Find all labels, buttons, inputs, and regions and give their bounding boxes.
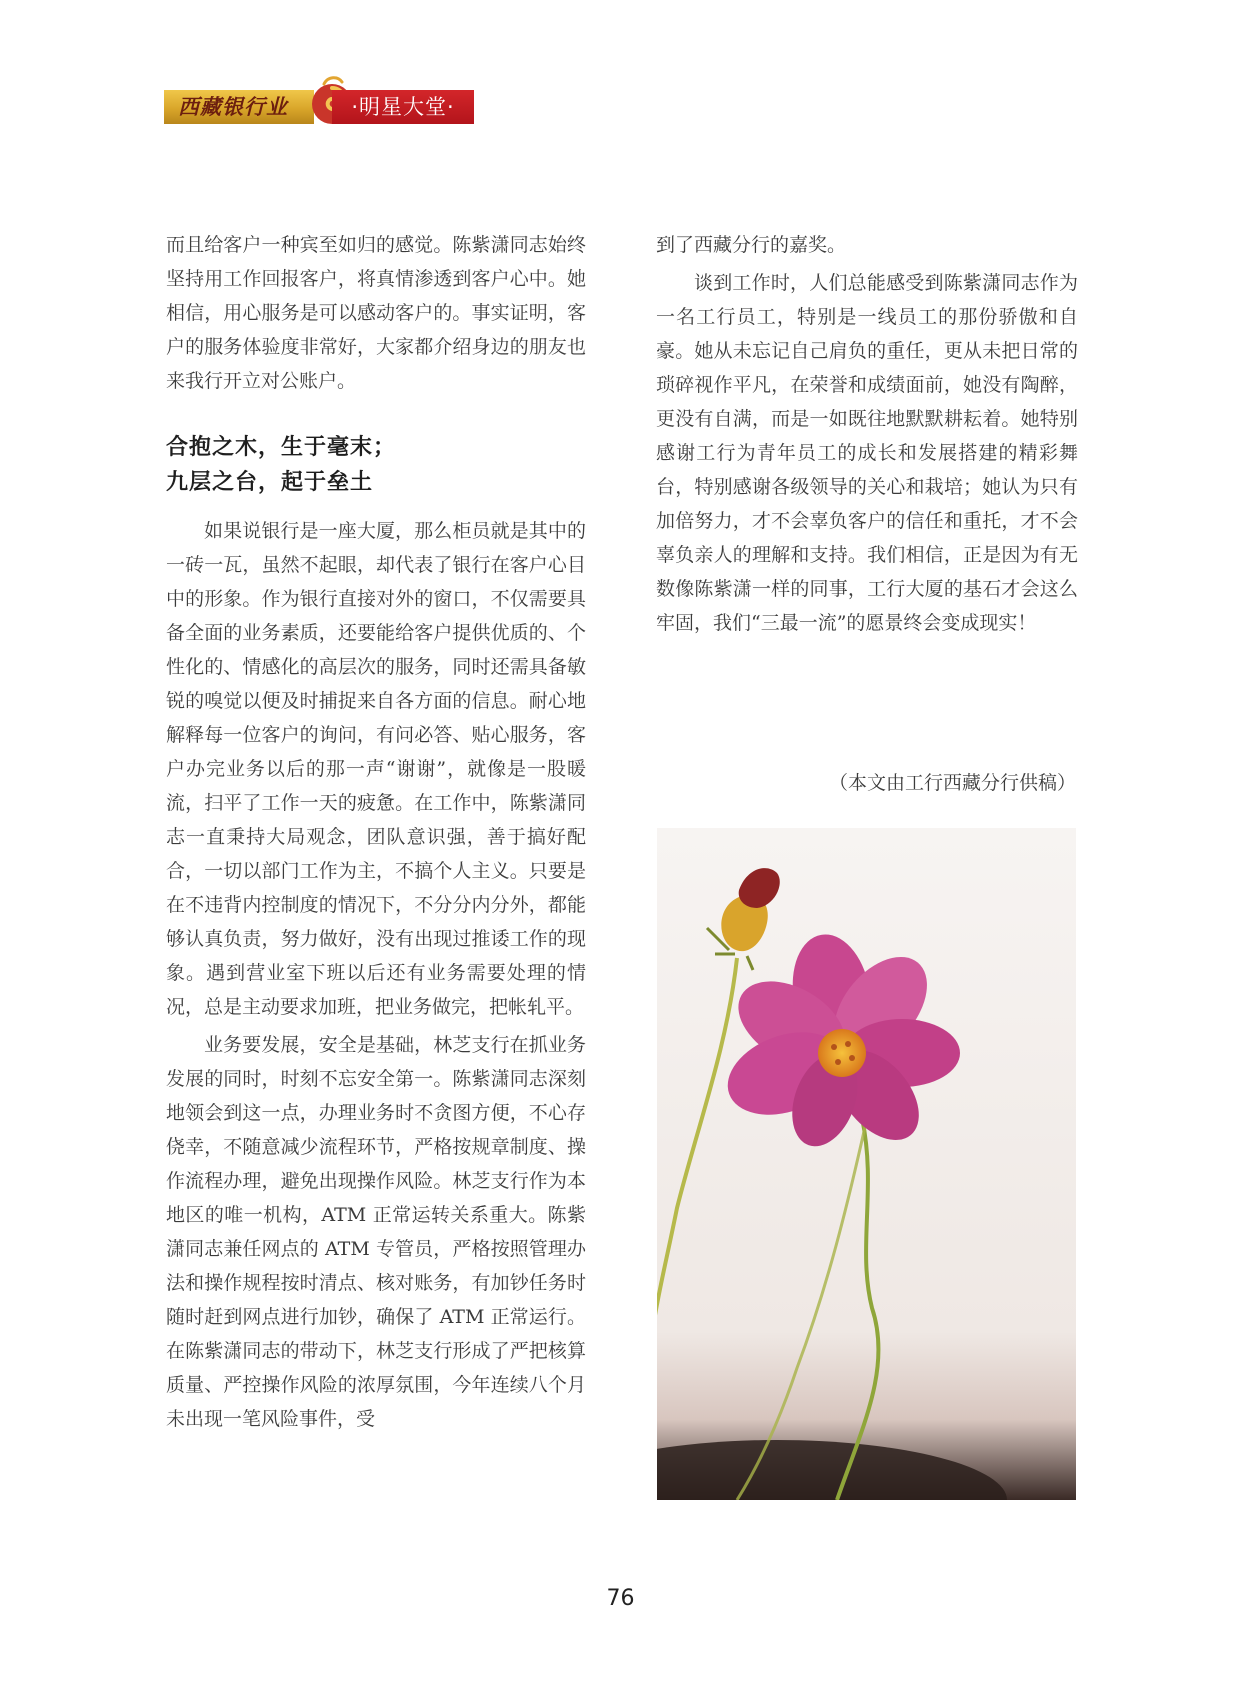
left-column: [166, 228, 586, 1440]
right-column: [656, 228, 1078, 644]
cosmos-flower-image: [657, 828, 1076, 1500]
article-credit: （本文由工行西藏分行供稿）: [828, 772, 1076, 794]
brand-banner: 西藏银行业: [164, 90, 314, 124]
paragraph: 谈到工作时，人们总能感受到陈紫潇同志作为一名工行员工，特别是一线员工的那份骄傲和自豪。她从未忘记自己肩负的重任，更从未把日常的琐碎视作平凡，在荣誉和成绩面前，她没有陶醉，更没有自满，而是一如既往地默默耕耘着。她特别感谢工行为青年员工的成长和发展搭建的精彩舞台，特别感谢各级领导的关心和栽培；她认为只有加倍努力，才不会辜负客户的信任和重托，才不会辜负亲人的理解和支持。我们相信，正是因为有无数像陈紫潇一样的同事，工行大厦的基石才会这么牢固，我们“三最一流”的愿景终会变成现实！: [656, 272, 1078, 634]
page-number: 76: [606, 1586, 635, 1611]
section-header: [164, 72, 474, 124]
paragraph: 业务要发展，安全是基础，林芝支行在抓业务发展的同时，时刻不忘安全第一。陈紫潇同志深刻地领会到这一点，办理业务时不贪图方便，不心存侥幸，不随意减少流程环节，严格按规章制度、操作流程办理，避免出现操作风险。林芝支行作为本地区的唯一机构，ATM 正常运转关系重大。陈紫潇同志兼任网点的 ATM 专管员，严格按照管理办法和操作规程按时清点、核对账务，有加钞任务时随时赶到网点进行加钞，确保了 ATM 正常运行。在陈紫潇同志的带动下，林芝支行形成了严把核算质量、严控操作风险的浓厚氛围，今年连续八个月未出现一笔风险事件，受: [166, 1034, 586, 1430]
paragraph: 到了西藏分行的嘉奖。: [656, 234, 847, 256]
subheading: [166, 430, 586, 500]
section-tag: ·明星大堂·: [332, 90, 474, 124]
paragraph: 如果说银行是一座大厦，那么柜员就是其中的一砖一瓦，虽然不起眼，却代表了银行在客户心目中的形象。作为银行直接对外的窗口，不仅需要具备全面的业务素质，还要能给客户提供优质的、个性化的、情感化的高层次的服务，同时还需具备敏锐的嗅觉以便及时捕捉来自各方面的信息。耐心地解释每一位客户的询问，有问必答、贴心服务，客户办完业务以后的那一声“谢谢”，就像是一股暖流，扫平了工作一天的疲惫。在工作中，陈紫潇同志一直秉持大局观念，团队意识强，善于搞好配合，一切以部门工作为主，不搞个人主义。只要是在不违背内控制度的情况下，不分分内分外，都能够认真负责，努力做好，没有出现过推诿工作的现象。遇到营业室下班以后还有业务需要处理的情况，总是主动要求加班，把业务做完，把帐轧平。: [166, 520, 586, 1018]
subheading-line-2: 九层之台，起于垒土: [166, 470, 374, 495]
subheading-line-1: 合抱之木，生于毫末；: [166, 435, 397, 460]
paragraph: 而且给客户一种宾至如归的感觉。陈紫潇同志始终坚持用工作回报客户，将真情渗透到客户心中。她相信，用心服务是可以感动客户的。事实证明，客户的服务体验度非常好，大家都介绍身边的朋友也来我行开立对公账户。: [166, 234, 586, 392]
flower-photo: [657, 828, 1076, 1500]
